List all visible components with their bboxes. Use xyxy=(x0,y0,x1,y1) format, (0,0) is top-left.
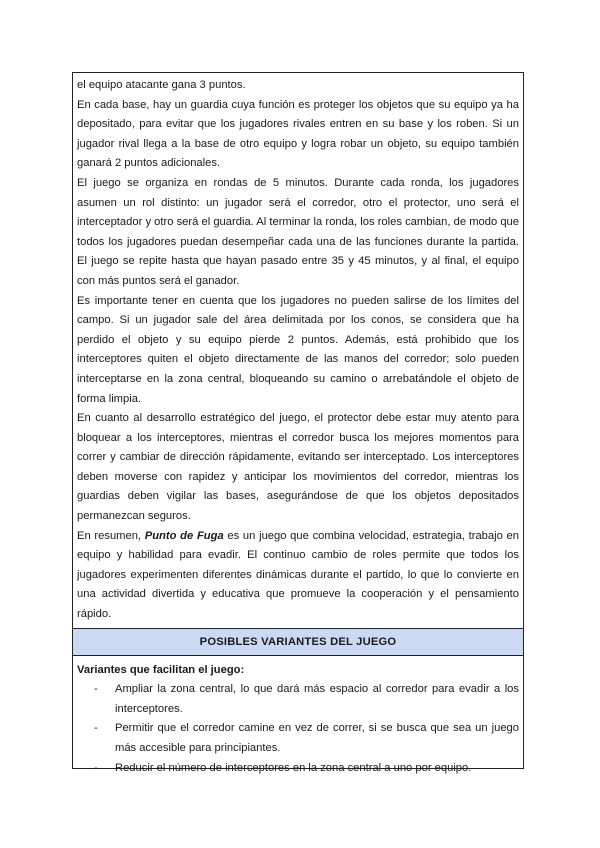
dash-bullet: - xyxy=(94,722,98,735)
paragraph-rounds: El juego se organiza en rondas de 5 minutos. Durante cada ronda, los jugadores asumen un rol distinto: un jugador será el corredor, otro el protector, uno será el interceptador y otro será el guardia. Al terminar la ronda, los roles cambian, de modo que todos los jugadores puedan desempeñar cada una de las funciones durante la partida. El juego se repite hasta que hayan pasado entre 35 y 45 minutos, y al final, el equipo con más puntos será el ganador. xyxy=(77,176,519,287)
content-box xyxy=(72,72,524,774)
variants-heading: Variantes que facilitan el juego: xyxy=(77,663,245,676)
variants-section xyxy=(73,656,523,779)
dash-bullet: - xyxy=(94,683,98,696)
list-item-text: Permitir que el corredor camine en vez de correr, si se busca que sea un juego más accesible para principiantes. xyxy=(115,722,519,754)
game-description xyxy=(73,73,523,625)
paragraph-strategy: En cuanto al desarrollo estratégico del juego, el protector debe estar muy atento para bloquear a los interceptores, mientras el corredor busca los mejores momentos para correr y cambiar de dirección rápidamente, evitando ser interceptado. Los interceptores deben moverse con rapidez y anticipar los movimientos del corredor, mientras los guardias deben vigilar las bases, asegurándose de que los objetos depositados permanezcan seguros. xyxy=(77,412,519,523)
paragraph-continuation: el equipo atacante gana 3 puntos. xyxy=(77,79,246,91)
list-item xyxy=(77,759,519,779)
game-name: Punto de Fuga xyxy=(144,529,224,542)
section-title-variants: POSIBLES VARIANTES DEL JUEGO xyxy=(73,628,523,656)
summary-body: es un juego que combina velocidad, estrategia, trabajo en equipo y habilidad para evadir. El continuo cambio de roles permite que todos los jugadores experimenten diferentes dinámicas durante el partido, lo que lo convierte en una actividad divertida y educativa que promueve la cooperación y el pensamiento rápido. xyxy=(77,529,519,621)
variants-list xyxy=(77,680,519,778)
list-item-text: Ampliar la zona central, lo que dará más espacio al corredor para evadir a los interceptores. xyxy=(115,683,519,715)
summary-intro: En resumen, xyxy=(77,529,145,542)
paragraph-guards: En cada base, hay un guardia cuya función es proteger los objetos que su equipo ya ha depositado, para evitar que los jugadores rivales entren en su base y los roben. Si un jugador rival llega a la base de otro equipo y logra robar un objeto, su equipo también ganará 2 puntos adicionales. xyxy=(77,98,519,170)
list-item-text: Reducir el número de interceptores en la zona central a uno por equipo. xyxy=(115,761,472,774)
paragraph-rules: Es importante tener en cuenta que los jugadores no pueden salirse de los límites del campo. Si un jugador sale del área delimitada por los conos, se considera que ha perdido el objeto y su equipo pierde 2 puntos. Además, está prohibido que los interceptores quiten el objeto directamente de las manos del corredor; solo pueden interceptarse en la zona central, bloqueando su camino o arrebatándole el objeto de forma limpia. xyxy=(77,294,519,405)
dash-bullet: - xyxy=(94,761,98,774)
list-item xyxy=(77,719,519,758)
list-item xyxy=(77,680,519,719)
paragraph-summary xyxy=(77,527,519,625)
